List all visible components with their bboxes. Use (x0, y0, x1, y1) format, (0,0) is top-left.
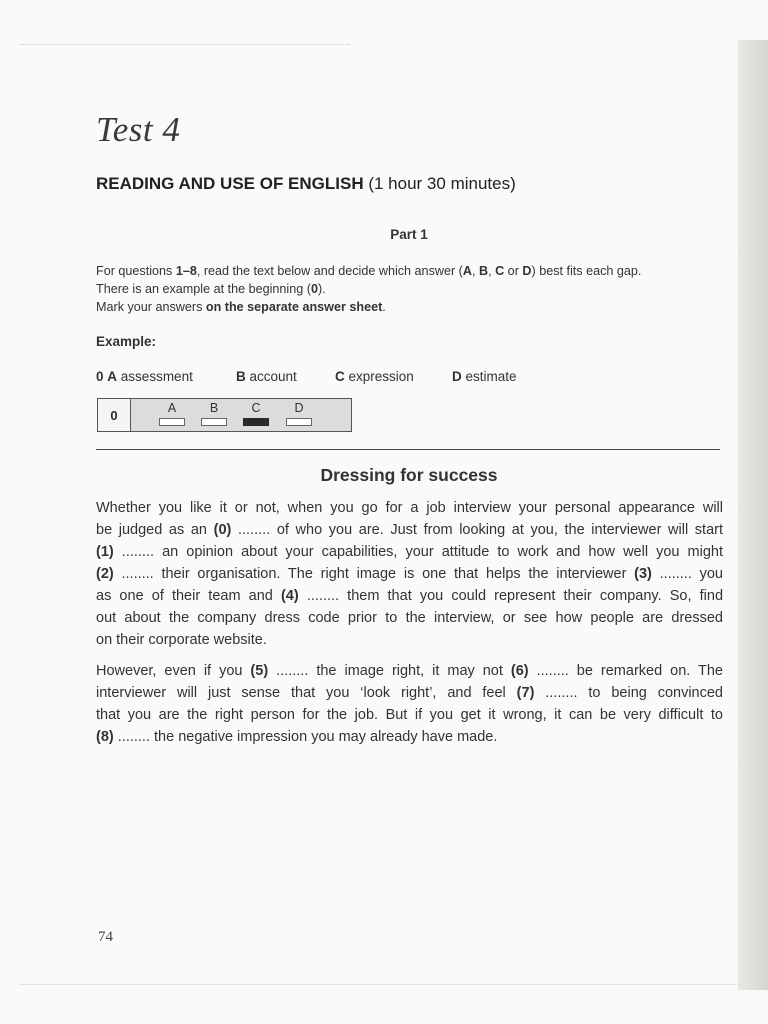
answer-grid-choices (131, 399, 351, 431)
section-heading (96, 174, 516, 194)
instruction-line-2 (96, 280, 736, 298)
gap-number-1: (1) (96, 544, 114, 560)
text-run: ........ them that you could represent their company. So, find (298, 588, 724, 604)
choice-lozenge (201, 418, 227, 426)
text-run: be judged as an (96, 522, 214, 538)
answer-grid-number: 0 (98, 399, 131, 431)
gap-number-3: (3) (634, 566, 652, 582)
instruction-bold: 1–8 (175, 264, 197, 278)
part-heading: Part 1 (390, 227, 428, 242)
page-edge-shadow (738, 40, 768, 990)
option-text: expression (348, 369, 414, 384)
page-number: 74 (98, 929, 113, 945)
option-text: assessment (120, 369, 193, 384)
article-title: Dressing for success (320, 465, 498, 485)
text-run: ........ an opinion about your capabilities, your attitude to work and how well you might (113, 544, 723, 560)
choice-letter: C (251, 401, 261, 415)
choice-letter: B (209, 401, 219, 415)
example-number: 0 (96, 369, 104, 384)
choice-letter: A (167, 401, 177, 415)
instruction-text: ). (317, 282, 326, 296)
choice-lozenge (286, 418, 312, 426)
example-option-a (96, 369, 193, 384)
gap-number-8: (8) (96, 729, 114, 745)
section-duration: (1 hour 30 minutes) (368, 174, 516, 193)
instruction-text: , (471, 264, 479, 278)
article-paragraph-1 (96, 497, 723, 651)
text-run: ........ be remarked on. The (528, 663, 723, 679)
answer-choice-c (243, 401, 269, 426)
text-line (96, 585, 723, 607)
instruction-bold: C (495, 264, 505, 278)
instruction-bold: on the separate answer sheet (205, 300, 383, 314)
instructions (96, 262, 736, 316)
text-line (96, 541, 723, 563)
text-line (96, 682, 723, 704)
gap-number-4: (4) (280, 588, 299, 604)
instruction-text: ) best fits each gap. (531, 264, 642, 278)
instruction-line-1 (96, 262, 736, 280)
example-answer-grid (97, 398, 352, 432)
article-paragraph-2 (96, 660, 723, 748)
example-option-b (236, 369, 297, 384)
instruction-text: Mark your answers (96, 300, 206, 314)
text-run: as one of their team and (96, 588, 281, 604)
gap-number-7: (7) (516, 685, 535, 701)
instruction-text: , read the text below and decide which answer ( (196, 264, 463, 278)
gap-number-2: (2) (96, 566, 114, 582)
text-line: on their corporate website. (96, 632, 267, 648)
text-run: ........ to being convinced (534, 685, 723, 701)
text-line (96, 519, 723, 541)
option-letter: D (452, 369, 462, 384)
example-option-c (335, 369, 414, 384)
instruction-text: , (488, 264, 496, 278)
instruction-line-3 (96, 298, 736, 316)
answer-choice-d (286, 401, 312, 426)
choice-lozenge (159, 418, 185, 426)
example-label: Example: (96, 334, 157, 349)
option-text: account (249, 369, 297, 384)
instruction-bold: 0 (310, 282, 318, 296)
text-run: ........ you (651, 566, 723, 582)
section-name: READING AND USE OF ENGLISH (96, 174, 364, 193)
option-text: estimate (465, 369, 517, 384)
instruction-text: . (382, 300, 386, 314)
text-line: that you are the right person for the job. But if you get it wrong, it can be very difficult to (96, 707, 723, 723)
text-run: ........ of who you are. Just from looking at you, the interviewer will start (231, 522, 723, 538)
instruction-bold: A (462, 264, 472, 278)
instruction-text: or (504, 264, 523, 278)
instruction-bold: B (478, 264, 489, 278)
answer-choice-b (201, 401, 227, 426)
text-line: Whether you like it or not, when you go for a job interview your personal appearance will (96, 500, 723, 516)
text-line: out about the company dress code prior to the interview, or see how people are dressed (96, 610, 723, 626)
text-run: interviewer will just sense that you ‘look right’, and feel (96, 685, 517, 701)
instruction-bold: D (522, 264, 532, 278)
gap-number-6: (6) (510, 663, 529, 679)
text-line (96, 726, 723, 748)
text-run: ........ the negative impression you may already have made. (113, 729, 498, 745)
instruction-text: There is an example at the beginning ( (96, 282, 311, 296)
option-letter: B (236, 369, 246, 384)
section-divider (96, 449, 720, 450)
instruction-text: For questions (96, 264, 176, 278)
example-option-d (452, 369, 517, 384)
choice-letter: D (294, 401, 304, 415)
option-letter: C (335, 369, 345, 384)
option-letter: A (107, 369, 118, 384)
choice-lozenge-selected (243, 418, 269, 426)
answer-choice-a (159, 401, 185, 426)
text-run: However, even if you (96, 663, 251, 679)
test-title: Test 4 (96, 110, 181, 149)
text-run: ........ their organisation. The right image is one that helps the interviewer (113, 566, 635, 582)
text-run: ........ the image right, it may not (268, 663, 511, 679)
bottom-rule (20, 984, 740, 985)
text-line (96, 660, 723, 682)
gap-number-5: (5) (250, 663, 269, 679)
text-line (96, 563, 723, 585)
gap-number-0: (0) (213, 522, 232, 538)
top-rule (20, 44, 350, 45)
